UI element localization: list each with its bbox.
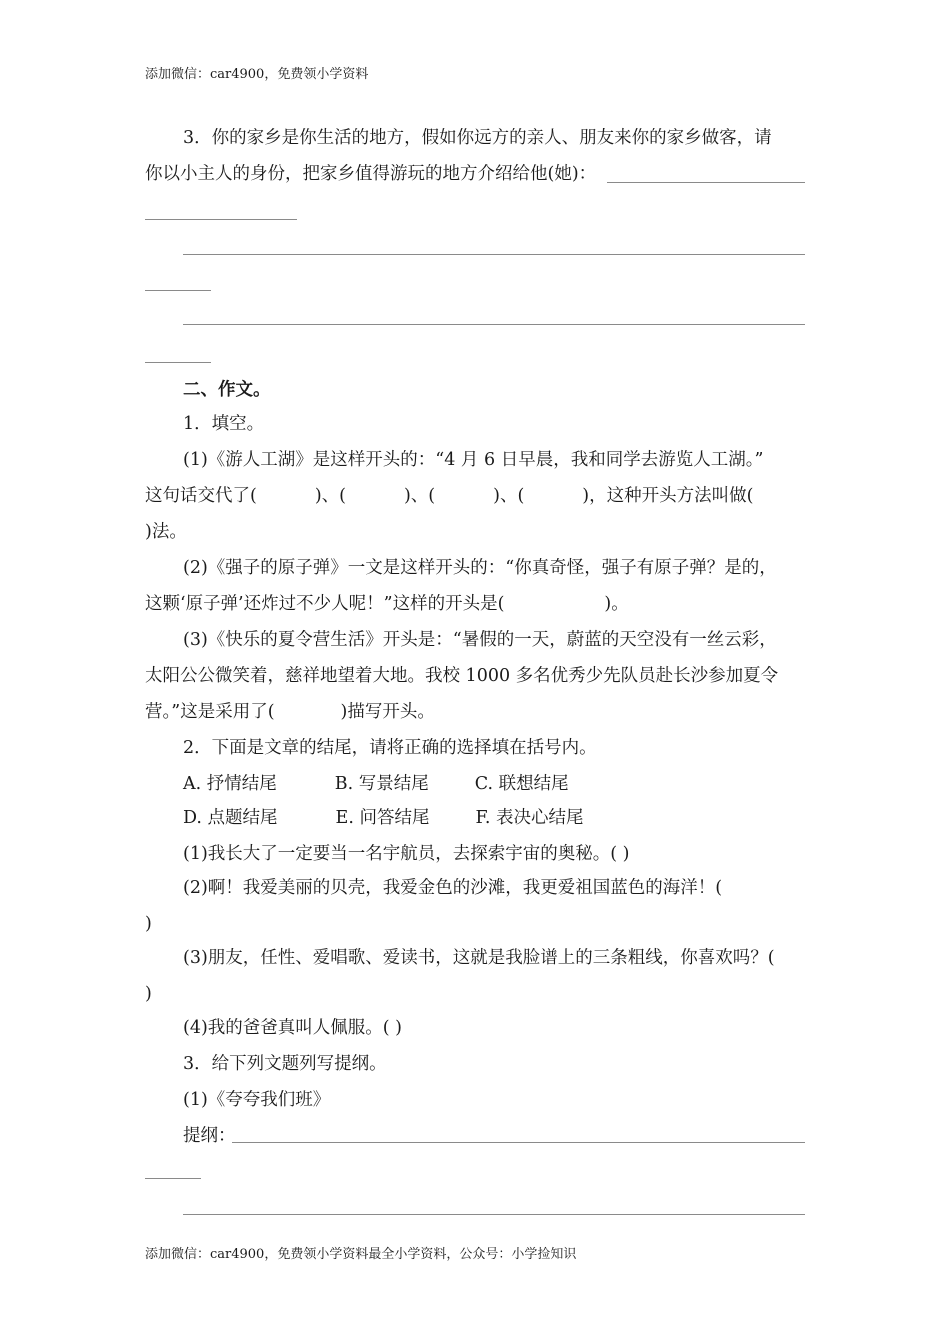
s1-p1-line3: )法。 xyxy=(145,522,187,542)
fill-text: 这颗‘原子弹’还炸过不少人呢！”这样的开头是( xyxy=(145,594,505,614)
fill-text: )。 xyxy=(604,594,629,614)
s1-title: 1．填空。 xyxy=(183,414,265,434)
s3-title: 3．给下列文题列写提纲。 xyxy=(183,1054,387,1074)
s2-item1: (1)我长大了一定要当一名宇航员，去探索宇宙的奥秘。( ) xyxy=(183,844,630,864)
option-d: D. 点题结尾 xyxy=(183,808,278,828)
s2-item2-line1: (2)啊！我爱美丽的贝壳，我爱金色的沙滩，我更爱祖国蓝色的海洋！( xyxy=(183,878,723,898)
answer-blank-line xyxy=(145,362,211,363)
s1-p1-line2 xyxy=(145,484,753,508)
option-a: A. 抒情结尾 xyxy=(183,774,277,794)
s2-item3-line1: (3)朋友，任性、爱唱歌、爱读书，这就是我脸谱上的三条粗线，你喜欢吗？( xyxy=(183,948,775,968)
option-b: B. 写景结尾 xyxy=(334,774,429,794)
fill-text: )、( xyxy=(493,486,525,506)
outline-label: 提纲： xyxy=(183,1126,236,1146)
option-c: C. 联想结尾 xyxy=(474,774,569,794)
fill-text: )、( xyxy=(314,486,346,506)
s2-item2-line2: ) xyxy=(145,914,152,934)
section-title-text: 二、作文。 xyxy=(183,380,271,400)
fill-text: )，这种开头方法叫做( xyxy=(582,486,754,506)
option-e: E. 问答结尾 xyxy=(335,808,430,828)
page-footer: 添加微信：car4900，免费领小学资料最全小学资料，公众号：小学捡知识 xyxy=(145,1247,577,1262)
answer-blank-line xyxy=(145,290,211,291)
options-row-1 xyxy=(183,772,569,796)
answer-blank-line xyxy=(145,219,297,220)
answer-blank-line xyxy=(607,182,805,183)
page-header: 添加微信：car4900，免费领小学资料 xyxy=(145,67,369,82)
answer-blank-line xyxy=(145,1178,201,1179)
s1-p3-line1: (3)《快乐的夏令营生活》开头是：“暑假的一天，蔚蓝的天空没有一丝云彩， xyxy=(183,630,777,650)
q3-line2-text: 你以小主人的身份，把家乡值得游玩的地方介绍给他(她)： xyxy=(145,164,597,184)
s2-title: 2．下面是文章的结尾，请将正确的选择填在括号内。 xyxy=(183,738,597,758)
fill-text: 这句话交代了( xyxy=(145,486,257,506)
answer-blank-line xyxy=(183,1214,805,1215)
s3-sub1: (1)《夸夸我们班》 xyxy=(183,1090,331,1110)
s2-item3-line2: ) xyxy=(145,984,152,1004)
options-row-2 xyxy=(183,806,584,830)
s2-item4: (4)我的爸爸真叫人佩服。( ) xyxy=(183,1018,403,1038)
s1-p2-line1: (2)《强子的原子弹》一文是这样开头的：“你真奇怪，强子有原子弹？是的， xyxy=(183,558,777,578)
s1-p3-line3 xyxy=(145,700,435,724)
s1-p3-line2: 太阳公公微笑着，慈祥地望着大地。我校 1000 多名优秀少先队员赴长沙参加夏令 xyxy=(145,666,779,686)
section-title xyxy=(183,378,271,402)
answer-blank-line xyxy=(183,254,805,255)
fill-text: 营。”这是采用了( xyxy=(145,702,275,722)
fill-text: )、( xyxy=(403,486,436,506)
q3-line2 xyxy=(145,162,596,186)
answer-blank-line xyxy=(232,1142,805,1143)
s1-p1-line1: (1)《游人工湖》是这样开头的：“4 月 6 日早晨，我和同学去游览人工湖。” xyxy=(183,450,764,470)
s1-p2-line2 xyxy=(145,592,629,616)
option-f: F. 表决心结尾 xyxy=(475,808,584,828)
answer-blank-line xyxy=(183,324,805,325)
fill-text: )描写开头。 xyxy=(340,702,435,722)
q3-line1: 3．你的家乡是你生活的地方，假如你远方的亲人、朋友来你的家乡做客，请 xyxy=(183,128,772,148)
